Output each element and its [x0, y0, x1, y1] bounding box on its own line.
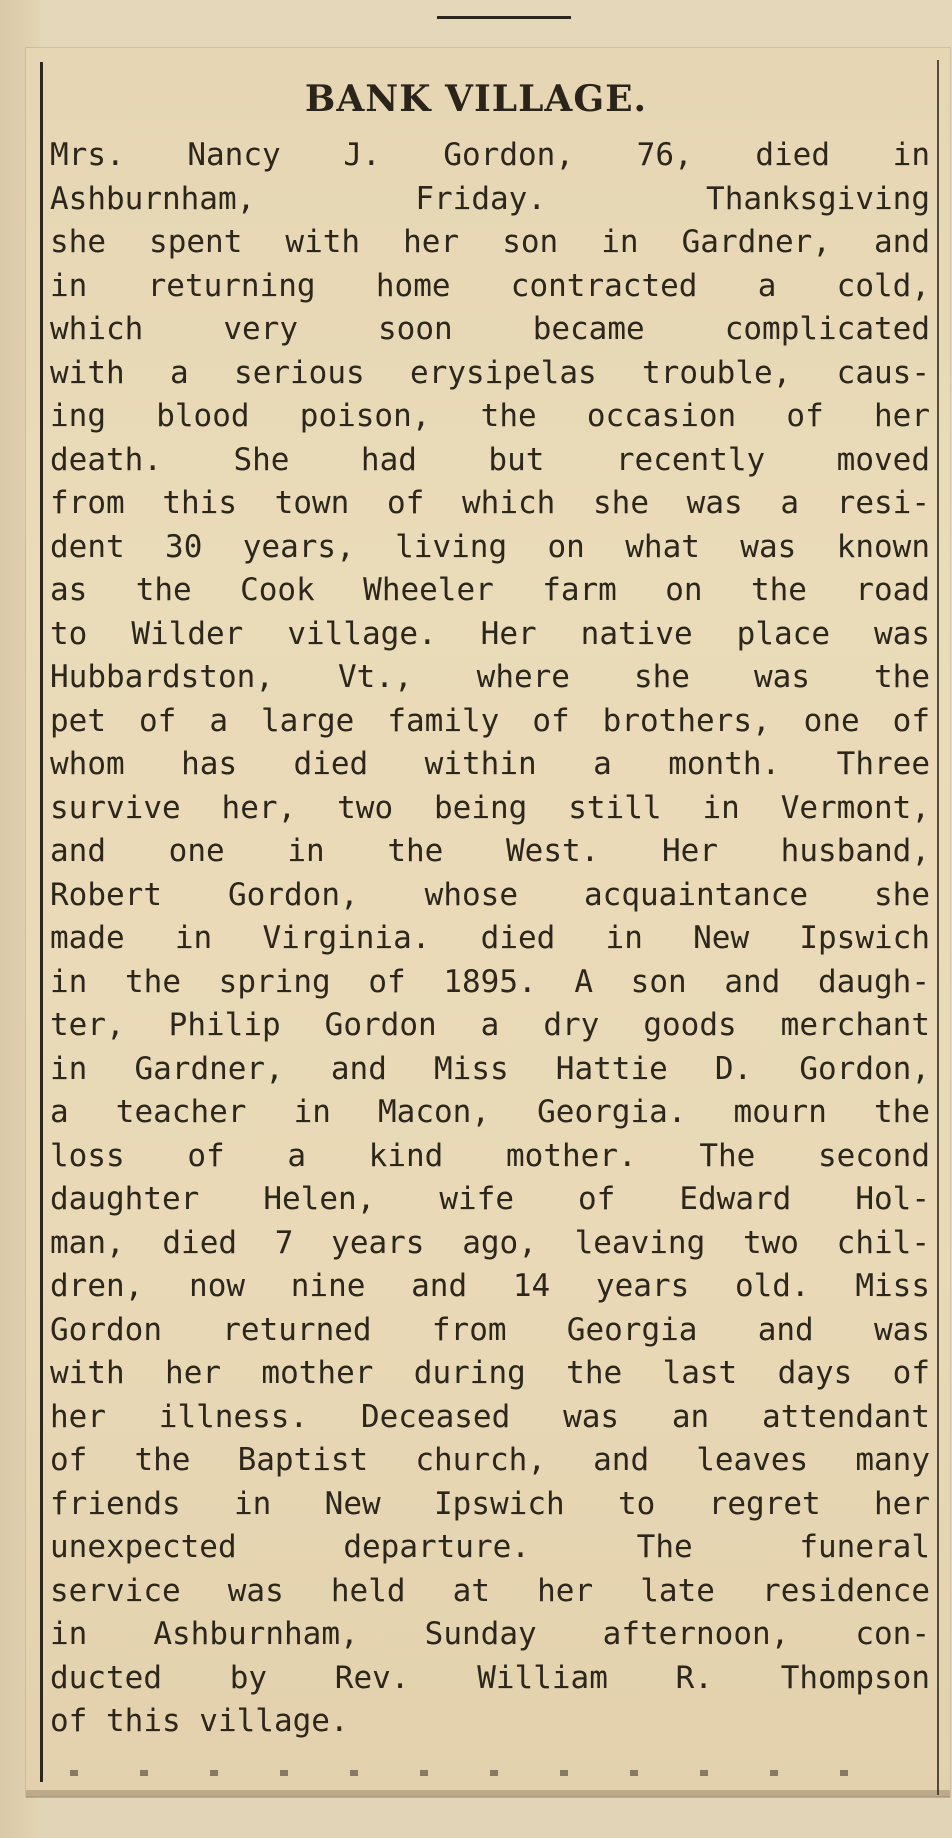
article-line: Robert Gordon, whose acquaintance she: [50, 876, 930, 913]
article-line: Hubbardston, Vt., where she was the: [50, 659, 930, 695]
article-line: with a serious erysipelas trouble, caus-: [50, 354, 930, 391]
right-column-rule: [937, 60, 939, 1795]
article-line: in Gardner, and Miss Hattie D. Gordon,: [50, 1050, 930, 1087]
article-line: in Ashburnham, Sunday afternoon, con-: [50, 1616, 930, 1652]
article-line: ing blood poison, the occasion of her: [50, 398, 930, 434]
cut-off-next-line: [70, 1770, 890, 1776]
article-line: whom has died within a month. Three: [50, 746, 930, 782]
left-column-rule: [40, 62, 43, 1782]
article-line: Mrs. Nancy J. Gordon, 76, died in: [50, 137, 930, 173]
article-line: unexpected departure. The funeral: [50, 1529, 930, 1565]
article-line: her illness. Deceased was an attendant: [50, 1398, 930, 1435]
article-line: which very soon became complicated: [50, 311, 930, 347]
article-line: pet of a large family of brothers, one of: [50, 702, 930, 739]
article-line: dent 30 years, living on what was known: [50, 528, 930, 565]
article-line: she spent with her son in Gardner, and: [50, 224, 930, 260]
article-line: friends in New Ipswich to regret her: [50, 1485, 930, 1522]
article-line: dren, now nine and 14 years old. Miss: [50, 1268, 930, 1304]
article-line: and one in the West. Her husband,: [50, 833, 930, 869]
article-line: ducted by Rev. William R. Thompson: [50, 1659, 930, 1696]
article-line: survive her, two being still in Vermont,: [50, 789, 930, 826]
article-line: to Wilder village. Her native place was: [50, 615, 930, 652]
article-line: Gordon returned from Georgia and was: [50, 1311, 930, 1348]
article-line: a teacher in Macon, Georgia. mourn the: [50, 1094, 930, 1130]
article-line: service was held at her late residence: [50, 1572, 930, 1609]
top-column-rule: [437, 16, 571, 19]
article-line: in returning home contracted a cold,: [50, 267, 930, 304]
article-line: man, died 7 years ago, leaving two chil-: [50, 1224, 930, 1261]
article-body: [50, 134, 930, 1744]
article-line: ter, Philip Gordon a dry goods merchant: [50, 1007, 930, 1043]
article-line: in the spring of 1895. A son and daugh-: [50, 963, 930, 1000]
clipping-bottom-edge: [26, 1790, 950, 1798]
article-line: made in Virginia. died in New Ipswich: [50, 920, 930, 956]
article-line: loss of a kind mother. The second: [50, 1137, 930, 1174]
article-line: Ashburnham, Friday. Thanksgiving: [50, 180, 930, 217]
article-headline: BANK VILLAGE.: [304, 78, 648, 120]
article-line: of this village.: [50, 1703, 349, 1739]
article-line: of the Baptist church, and leaves many: [50, 1442, 930, 1478]
article-line: daughter Helen, wife of Edward Hol-: [50, 1181, 930, 1217]
article-line: as the Cook Wheeler farm on the road: [50, 572, 930, 608]
article-line: from this town of which she was a resi-: [50, 485, 930, 521]
article-line: with her mother during the last days of: [50, 1355, 930, 1391]
article-line: death. She had but recently moved: [50, 441, 930, 478]
